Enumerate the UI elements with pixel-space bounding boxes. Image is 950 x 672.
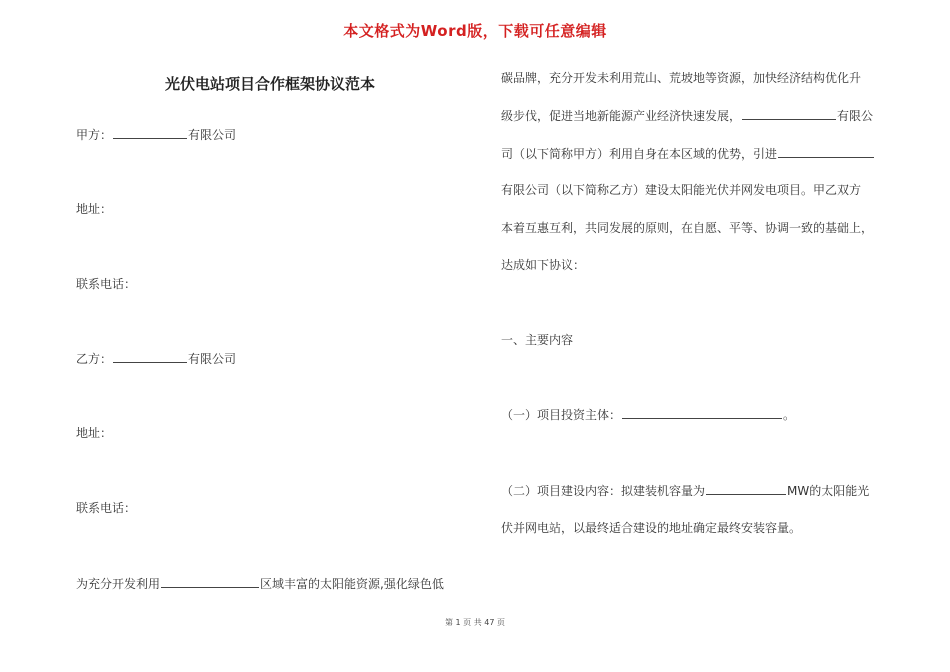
party-a-phone: 联系电话： <box>76 277 137 291</box>
editable-format-banner: 本文格式为Word版，下载可任意编辑 <box>343 22 607 40</box>
intro-prefix: 为充分开发利用 <box>76 577 161 591</box>
party-a-label: 甲方： <box>76 128 113 142</box>
paragraph-text: 级步伐，促进当地新能源产业经济快速发展， <box>501 109 742 123</box>
investor-blank <box>622 406 782 419</box>
intro-line <box>76 575 444 592</box>
item-construction-line <box>501 482 869 499</box>
party-b-suffix: 有限公司 <box>188 352 237 366</box>
party-b-blank <box>113 350 187 363</box>
paragraph-line: 碳品牌，充分开发未利用荒山、荒坡地等资源，加快经济结构优化升 <box>501 71 862 85</box>
party-a-line <box>76 126 236 143</box>
party-a-blank <box>113 126 187 139</box>
paragraph-line: 本着互惠互利，共同发展的原则，在自愿、平等、协调一致的基础上， <box>501 221 874 235</box>
item-construction-suffix: MW的太阳能光 <box>787 484 870 498</box>
intro-suffix: 区域丰富的太阳能资源,强化绿色低 <box>260 577 444 591</box>
party-b-line <box>76 350 236 367</box>
party-a-suffix: 有限公司 <box>188 128 237 142</box>
region-blank <box>161 575 259 588</box>
capacity-blank <box>706 482 786 495</box>
paragraph-line <box>501 145 875 162</box>
paragraph-text: 司（以下简称甲方）利用自身在本区域的优势，引进 <box>501 147 778 161</box>
item-investor-line <box>501 406 795 423</box>
section-heading: 一、主要内容 <box>501 333 574 347</box>
page-number: 第 1 页 共 47 页 <box>445 618 505 627</box>
company-b-blank <box>778 145 874 158</box>
item-investor-suffix: 。 <box>783 408 796 422</box>
company-a-blank <box>742 107 836 120</box>
paragraph-line: 伏并网电站，以最终适合建设的地址确定最终安装容量。 <box>501 521 802 535</box>
item-investor-label: （一）项目投资主体： <box>501 408 622 422</box>
party-b-phone: 联系电话： <box>76 501 137 515</box>
item-construction-label: （二）项目建设内容：拟建装机容量为 <box>501 484 706 498</box>
party-b-address: 地址： <box>76 426 113 440</box>
party-b-label: 乙方： <box>76 352 113 366</box>
paragraph-line: 有限公司（以下简称乙方）建设太阳能光伏并网发电项目。甲乙双方 <box>501 183 862 197</box>
paragraph-line: 达成如下协议： <box>501 258 586 272</box>
party-a-address: 地址： <box>76 202 113 216</box>
paragraph-line <box>501 107 873 124</box>
paragraph-text: 有限公 <box>837 109 874 123</box>
document-title: 光伏电站项目合作框架协议范本 <box>164 75 375 93</box>
